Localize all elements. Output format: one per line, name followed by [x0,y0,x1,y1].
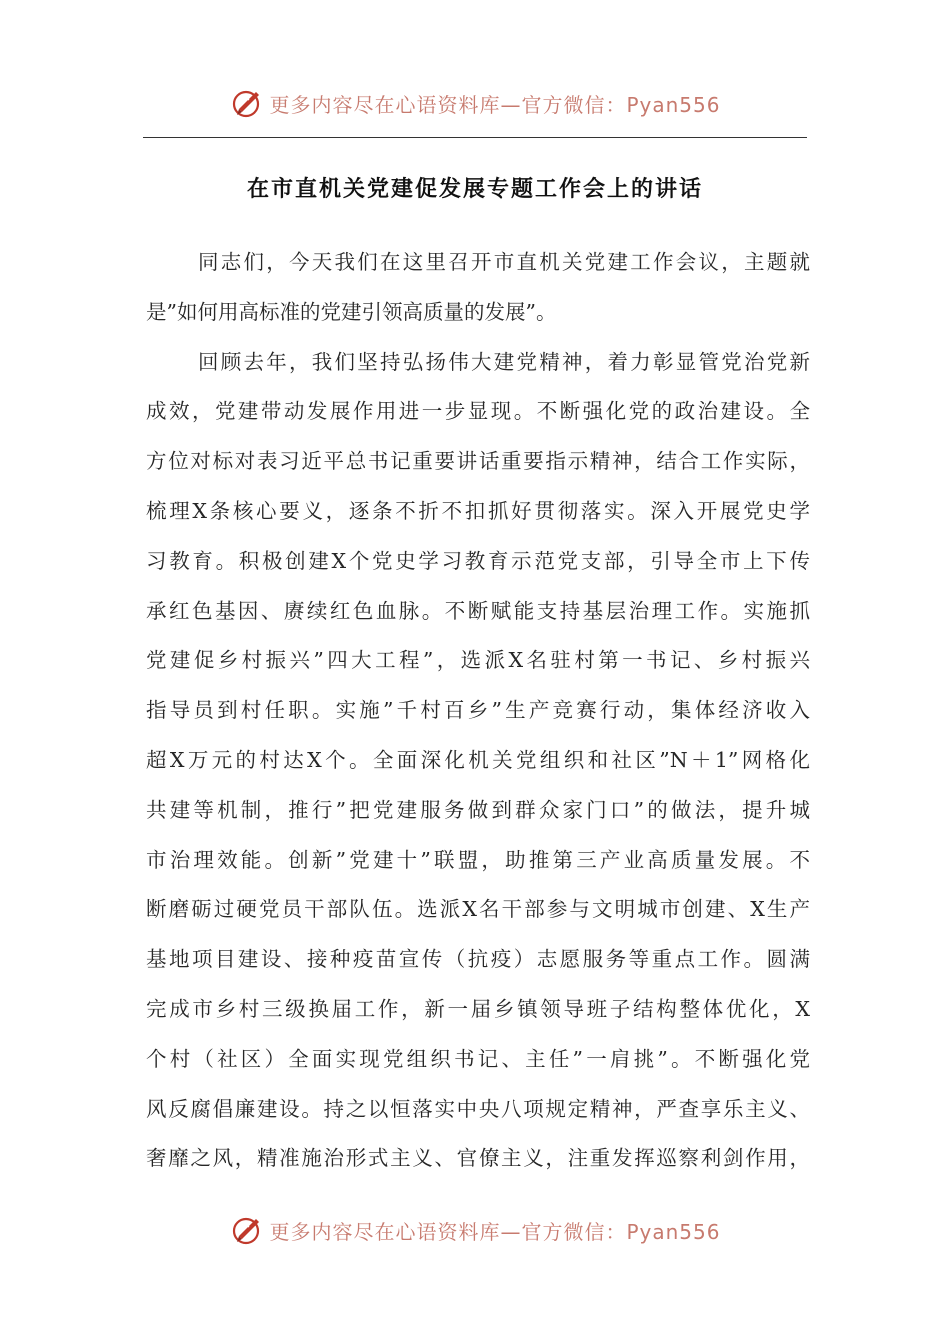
banner-text: 更多内容尽在心语资料库—官方微信：Pyan556 [269,92,721,117]
paragraph-line: 指导员到村任职。实施”千村百乡”生产竞赛行动，集体经济收入 [146,698,810,723]
paragraph-line: 习教育。积极创建X个党史学习教育示范党支部，引导全市上下传 [146,548,810,573]
pen-logo-icon [229,85,265,121]
paragraph-line: 方位对标对表习近平总书记重要讲话重要指示精神，结合工作实际， [146,449,810,474]
paragraph-line: 成效，党建带动发展作用进一步显现。不断强化党的政治建设。全 [146,399,810,424]
document-body [146,238,810,1184]
paragraph-line: 承红色基因、赓续红色血脉。不断赋能支持基层治理工作。实施抓 [146,598,810,623]
paragraph-line: 完成市乡村三级换届工作，新一届乡镇领导班子结构整体优化，X [146,996,810,1021]
pen-logo-icon [229,1212,265,1248]
paragraph-line: 同志们，今天我们在这里召开市直机关党建工作会议，主题就 [198,250,810,274]
paragraph-line: 是”如何用高标准的党建引领高质量的发展”。 [146,299,557,324]
paragraph-line: 超X万元的村达X个。全面深化机关党组织和社区”N＋1”网格化 [146,747,810,772]
paragraph-line: 断磨砺过硬党员干部队伍。选派X名干部参与文明城市创建、X生产 [146,897,810,922]
paragraph-line: 基地项目建设、接种疫苗宣传（抗疫）志愿服务等重点工作。圆满 [146,947,810,972]
document-title: 在市直机关党建促发展专题工作会上的讲话 [246,177,703,202]
footer-banner [0,1210,950,1250]
paragraph-line: 党建促乡村振兴”四大工程”，选派X名驻村第一书记、乡村振兴 [146,648,810,673]
paragraph-line: 风反腐倡廉建设。持之以恒落实中央八项规定精神，严查享乐主义、 [146,1096,810,1121]
paragraph-line: 梳理X条核心要义，逐条不折不扣抓好贯彻落实。深入开展党史学 [146,498,810,523]
paragraph-line: 奢靡之风，精准施治形式主义、官僚主义，注重发挥巡察利剑作用， [146,1146,810,1171]
paragraph-line: 回顾去年，我们坚持弘扬伟大建党精神，着力彰显管党治党新 [198,349,810,374]
paragraph-line: 市治理效能。创新”党建十”联盟，助推第三产业高质量发展。不 [146,847,810,872]
header-divider [143,137,807,138]
banner-text: 更多内容尽在心语资料库—官方微信：Pyan556 [269,1219,721,1244]
paragraph-line: 共建等机制，推行”把党建服务做到群众家门口”的做法，提升城 [146,797,810,822]
header-banner [0,83,950,123]
paragraph-line: 个村（社区）全面实现党组织书记、主任”一肩挑”。不断强化党 [146,1046,810,1071]
